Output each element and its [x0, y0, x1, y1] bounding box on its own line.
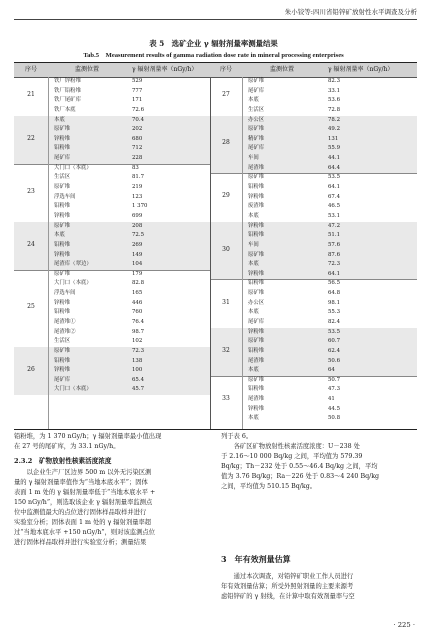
location-cell: 办公区	[248, 116, 265, 123]
location-cell: 尾矿库	[248, 318, 265, 325]
dose-rate-cell: 64	[328, 367, 335, 374]
location-cell: 办公区	[248, 299, 265, 306]
text-line: 铅粉堆，为 1 370 nGy/h；γ 辐射剂量率最小值出现	[14, 433, 162, 440]
dose-rate-cell: 219	[132, 184, 143, 191]
location-cell: 锌粉堆	[54, 251, 71, 258]
location-cell: 车间	[248, 241, 259, 248]
dose-rate-cell: 72.5	[132, 232, 145, 239]
dose-rate-cell: 529	[132, 78, 143, 84]
dose-rate-cell: 57.6	[328, 241, 341, 248]
dose-rate-cell: 46.5	[328, 203, 341, 210]
dose-rate-cell: 53.6	[328, 97, 341, 104]
section-heading-3: 3 年有效剂量估算	[221, 554, 291, 564]
dose-rate-cell: 53.5	[328, 174, 341, 181]
location-cell: 尾渣堆	[248, 396, 265, 403]
location-cell: 本底	[54, 116, 65, 123]
dose-rate-cell: 53.5	[328, 328, 341, 335]
location-cell: 精矿堆	[248, 135, 265, 142]
location-cell: 锌粉堆	[54, 135, 71, 142]
location-cell: 本底	[248, 309, 259, 316]
location-cell: 本底	[248, 97, 259, 104]
dose-rate-cell: 64.8	[328, 290, 341, 297]
group-id-cell: 33	[222, 394, 230, 402]
header-id-left: 序号	[24, 66, 37, 73]
dose-rate-cell: 680	[132, 135, 143, 142]
dose-rate-cell: 47.2	[328, 222, 341, 229]
dose-rate-cell: 100	[132, 367, 143, 374]
location-cell: 浮选车间	[54, 290, 76, 297]
table-caption-en: Tab.5 Measurement results of gamma radiation dose rate in mineral processing enterprises	[83, 52, 344, 59]
text-line: 在 27 号的尾矿库，为 33.1 nGy/h。	[14, 443, 120, 450]
dose-rate-cell: 50.6	[328, 357, 341, 364]
location-cell: 生活区	[54, 174, 71, 181]
dose-rate-cell: 179	[132, 270, 143, 277]
location-cell: 尾渣库（翠边）	[54, 261, 92, 268]
location-cell: 生活区	[54, 338, 71, 345]
dose-rate-cell: 202	[132, 126, 143, 133]
dose-rate-cell: 82.8	[132, 280, 145, 287]
dose-rate-cell: 72.3	[132, 347, 145, 354]
running-header	[0, 4, 427, 20]
group-id-cell: 30	[222, 245, 230, 253]
dose-rate-cell: 50.8	[328, 415, 341, 422]
text-line: 于 2.16～10 000 Bq/kg 之间，平均值为 579.39	[221, 453, 363, 460]
dose-rate-cell: 171	[132, 97, 143, 104]
location-cell: 原矿堆	[248, 126, 265, 133]
dose-rate-cell: 87.6	[328, 251, 341, 258]
location-cell: 尾渣堆②	[54, 328, 76, 335]
dose-rate-cell: 62.4	[328, 347, 341, 354]
text-line: 过“当地本底水平 +150 nGy/h”，则对该监测点位	[14, 529, 156, 536]
dose-rate-cell: 78.2	[328, 116, 341, 123]
dose-rate-cell: 165	[132, 290, 143, 297]
dose-rate-cell: 269	[132, 241, 143, 248]
location-cell: 锌粉堆	[54, 212, 71, 219]
text-line: 列于表 6。	[221, 433, 253, 440]
dose-rate-cell: 41	[328, 396, 335, 403]
location-cell: 原矿堆	[54, 222, 71, 229]
location-cell: 大门口（本底）	[54, 280, 92, 287]
location-cell: 铅粉堆	[248, 347, 265, 354]
text-line: 以企业生产厂区边界 500 m 以外无污染区测	[14, 469, 152, 476]
dose-rate-cell: 51.1	[328, 232, 341, 239]
location-cell: 本底	[248, 367, 259, 374]
location-cell: 本底	[54, 232, 65, 239]
location-cell: 原矿堆	[248, 290, 265, 297]
location-cell: 锌粉堆	[248, 270, 265, 277]
location-cell: 原矿堆	[248, 251, 265, 258]
location-cell: 铅粉堆	[248, 280, 265, 287]
header-id-right: 序号	[219, 66, 232, 73]
column-divider	[242, 77, 243, 429]
dose-rate-cell: 56.5	[328, 280, 341, 287]
dose-rate-cell: 55.3	[328, 309, 341, 316]
text-line: 表面 1 m 处的 γ 辐射剂量率低于“当地本底水平 +	[14, 489, 156, 496]
table-header-row	[14, 63, 417, 78]
dose-rate-cell: 33.1	[328, 87, 341, 94]
location-cell: 尾矿库	[54, 376, 71, 383]
location-cell: 铅粉堆	[248, 232, 265, 239]
dose-rate-cell: 64.4	[328, 164, 341, 171]
group-id-cell: 21	[27, 91, 35, 99]
dose-rate-cell: 208	[132, 222, 143, 229]
location-cell: 大门口（本底）	[54, 164, 92, 171]
dose-rate-cell: 76.4	[132, 318, 145, 325]
dose-rate-cell: 55.9	[328, 145, 341, 152]
dose-rate-cell: 1 370	[132, 203, 148, 210]
dose-rate-cell: 123	[132, 193, 143, 200]
text-line: 进行固体样品取样并进行实验室分析；测量结果	[14, 539, 147, 546]
location-cell: 锌粉堆	[248, 328, 265, 335]
location-cell: 尾矿库	[54, 155, 71, 162]
location-cell: 原矿堆	[248, 338, 265, 345]
location-cell: 本底	[248, 415, 259, 422]
table-group	[14, 77, 210, 116]
group-id-cell: 25	[27, 303, 35, 311]
location-cell: 铅粉堆	[54, 241, 71, 248]
dose-rate-cell: 760	[132, 309, 143, 316]
location-cell: 铅粉堆	[54, 203, 71, 210]
dose-rate-cell: 83	[132, 164, 139, 171]
location-cell: 铁厂本底	[54, 106, 76, 113]
column-divider	[48, 77, 49, 429]
group-id-cell: 23	[27, 187, 35, 195]
dose-rate-table	[14, 62, 417, 430]
dose-rate-cell: 72.8	[328, 106, 341, 113]
location-cell: 铅粉堆	[54, 145, 71, 152]
header-location-right: 监测位置	[269, 66, 294, 73]
dose-rate-cell: 72.6	[132, 106, 145, 113]
center-divider	[210, 77, 211, 429]
location-cell: 浮选车间	[54, 193, 76, 200]
location-cell: 铅粉堆	[54, 309, 71, 316]
dose-rate-cell: 50.7	[328, 376, 341, 383]
location-cell: 原矿堆	[54, 126, 71, 133]
location-cell: 原矿堆	[54, 347, 71, 354]
header-dose-left: γ 辐射剂量率（nGy/h）	[132, 66, 198, 73]
group-id-cell: 29	[222, 192, 230, 200]
location-cell: 大门口（本底）	[54, 386, 92, 393]
header-rule	[14, 19, 417, 20]
location-cell: 锌粉堆	[54, 367, 71, 374]
text-line: 150 nGy/h”，则选取该企业 γ 辐射剂量率监测点	[14, 499, 153, 506]
table-group	[14, 347, 210, 395]
dose-rate-cell: 712	[132, 145, 143, 152]
dose-rate-cell: 49.2	[328, 126, 341, 133]
text-line: 之间，平均值为 510.15 Bq/kg。	[221, 483, 317, 490]
text-line: 虑铅锌矿的 γ 射线，在计算中取有效剂量率与空	[221, 593, 355, 600]
table-caption-zh: 表 5 选矿企业 γ 辐射剂量率测量结果	[149, 39, 278, 48]
dose-rate-cell: 44.5	[328, 405, 341, 412]
section-heading-2-3-2: 2.3.2 矿物放射性核素活度浓度	[14, 457, 112, 465]
text-line: 值为 3.76 Bq/kg；Ra－226 处于 0.83～4 240 Bq/kg	[221, 473, 380, 480]
dose-rate-cell: 45.7	[132, 386, 145, 393]
dose-rate-cell: 47.3	[328, 386, 341, 393]
location-cell: 锌粉堆	[54, 299, 71, 306]
dose-rate-cell: 67.4	[328, 193, 341, 200]
location-cell: 原矿堆	[248, 376, 265, 383]
dose-rate-cell: 70.4	[132, 116, 145, 123]
dose-rate-cell: 60.7	[328, 338, 341, 345]
dose-rate-cell: 81.7	[132, 174, 145, 181]
location-cell: 尾渣堆①	[54, 318, 76, 325]
dose-rate-cell: 228	[132, 155, 143, 162]
text-line: 通过本次调查，对铅锌矿职业工作人员进行	[221, 573, 354, 580]
text-line: 量的 γ 辐射剂量率值作为“当地本底水平”；固体	[14, 479, 148, 486]
paragraph-right-2	[221, 572, 417, 602]
dose-rate-cell: 102	[132, 338, 143, 345]
running-title: 朱小铰等:四川省铅锌矿放射性水平调查及分析	[284, 8, 417, 16]
table-group	[14, 222, 210, 270]
group-id-cell: 22	[27, 134, 35, 142]
location-cell: 铅粉堆	[54, 357, 71, 364]
table-group	[14, 164, 210, 222]
location-cell: 原矿堆	[54, 270, 71, 277]
location-cell: 本底	[248, 212, 259, 219]
dose-rate-cell: 777	[132, 87, 143, 94]
location-cell: 原矿堆	[54, 184, 71, 191]
text-line: 位中监测值最大的点位进行固体样品取样并进行	[14, 509, 147, 516]
location-cell: 铁厂尾矿库	[54, 97, 81, 104]
dose-rate-cell: 131	[328, 135, 339, 142]
location-cell: 尾渣堆	[248, 164, 265, 171]
group-id-cell: 27	[222, 91, 230, 99]
location-cell: 原矿堆	[248, 78, 265, 84]
dose-rate-cell: 44.1	[328, 155, 341, 162]
table-group	[14, 270, 210, 347]
dose-rate-cell: 104	[132, 261, 143, 268]
dose-rate-cell: 82.3	[328, 78, 341, 84]
header-dose-right: γ 辐射剂量率（nGy/h）	[328, 66, 394, 73]
dose-rate-cell: 53.1	[328, 212, 341, 219]
location-cell: 车间	[248, 155, 259, 162]
location-cell: 锌粉堆	[248, 222, 265, 229]
location-cell: 生活区	[248, 106, 265, 113]
location-cell: 尾渣堆	[248, 357, 265, 364]
text-line: 年有效剂量估算；所受外照射剂量的主要来源考	[221, 583, 354, 590]
dose-rate-cell: 446	[132, 299, 143, 306]
location-cell: 锌粉堆	[248, 405, 265, 412]
location-cell: 尾矿库	[248, 145, 265, 152]
text-line: 各矿区矿物放射性核素活度浓度：U－238 处	[221, 443, 360, 450]
header-location-left: 监测位置	[74, 66, 99, 73]
group-id-cell: 28	[222, 139, 230, 147]
paragraph-left-2	[14, 468, 209, 548]
dose-rate-cell: 699	[132, 212, 143, 219]
location-cell: 本底	[248, 261, 259, 268]
dose-rate-cell: 72.3	[328, 261, 341, 268]
paragraph-right-1	[221, 432, 417, 492]
location-cell: 铁厂锌粉堆	[54, 78, 81, 84]
group-id-cell: 24	[27, 240, 35, 248]
location-cell: 锌粉堆	[248, 193, 265, 200]
group-id-cell: 32	[222, 346, 230, 354]
location-cell: 尾矿库	[248, 87, 265, 94]
dose-rate-cell: 138	[132, 357, 143, 364]
text-line: 实验室分析；固体表面 1 m 处的 γ 辐射剂量率超	[14, 519, 152, 526]
location-cell: 铅粉堆	[248, 386, 265, 393]
paragraph-left-1	[14, 432, 209, 452]
dose-rate-cell: 98.1	[328, 299, 341, 306]
table-group	[14, 116, 210, 164]
dose-rate-cell: 82.4	[328, 318, 341, 325]
group-id-cell: 31	[222, 298, 230, 306]
dose-rate-cell: 98.7	[132, 328, 145, 335]
dose-rate-cell: 64.1	[328, 184, 341, 191]
page-number: · 225 ·	[393, 621, 415, 629]
dose-rate-cell: 149	[132, 251, 143, 258]
dose-rate-cell: 64.1	[328, 270, 341, 277]
location-cell: 废渣堆	[248, 203, 265, 210]
location-cell: 铁厂铅粉堆	[54, 87, 81, 94]
location-cell: 原矿堆	[248, 174, 265, 181]
dose-rate-cell: 65.4	[132, 376, 145, 383]
group-id-cell: 26	[27, 366, 35, 373]
location-cell: 铅粉堆	[248, 184, 265, 191]
text-line: Bq/kg；Th－232 处于 0.55～46.4 Bq/kg 之间，平均	[221, 463, 378, 470]
